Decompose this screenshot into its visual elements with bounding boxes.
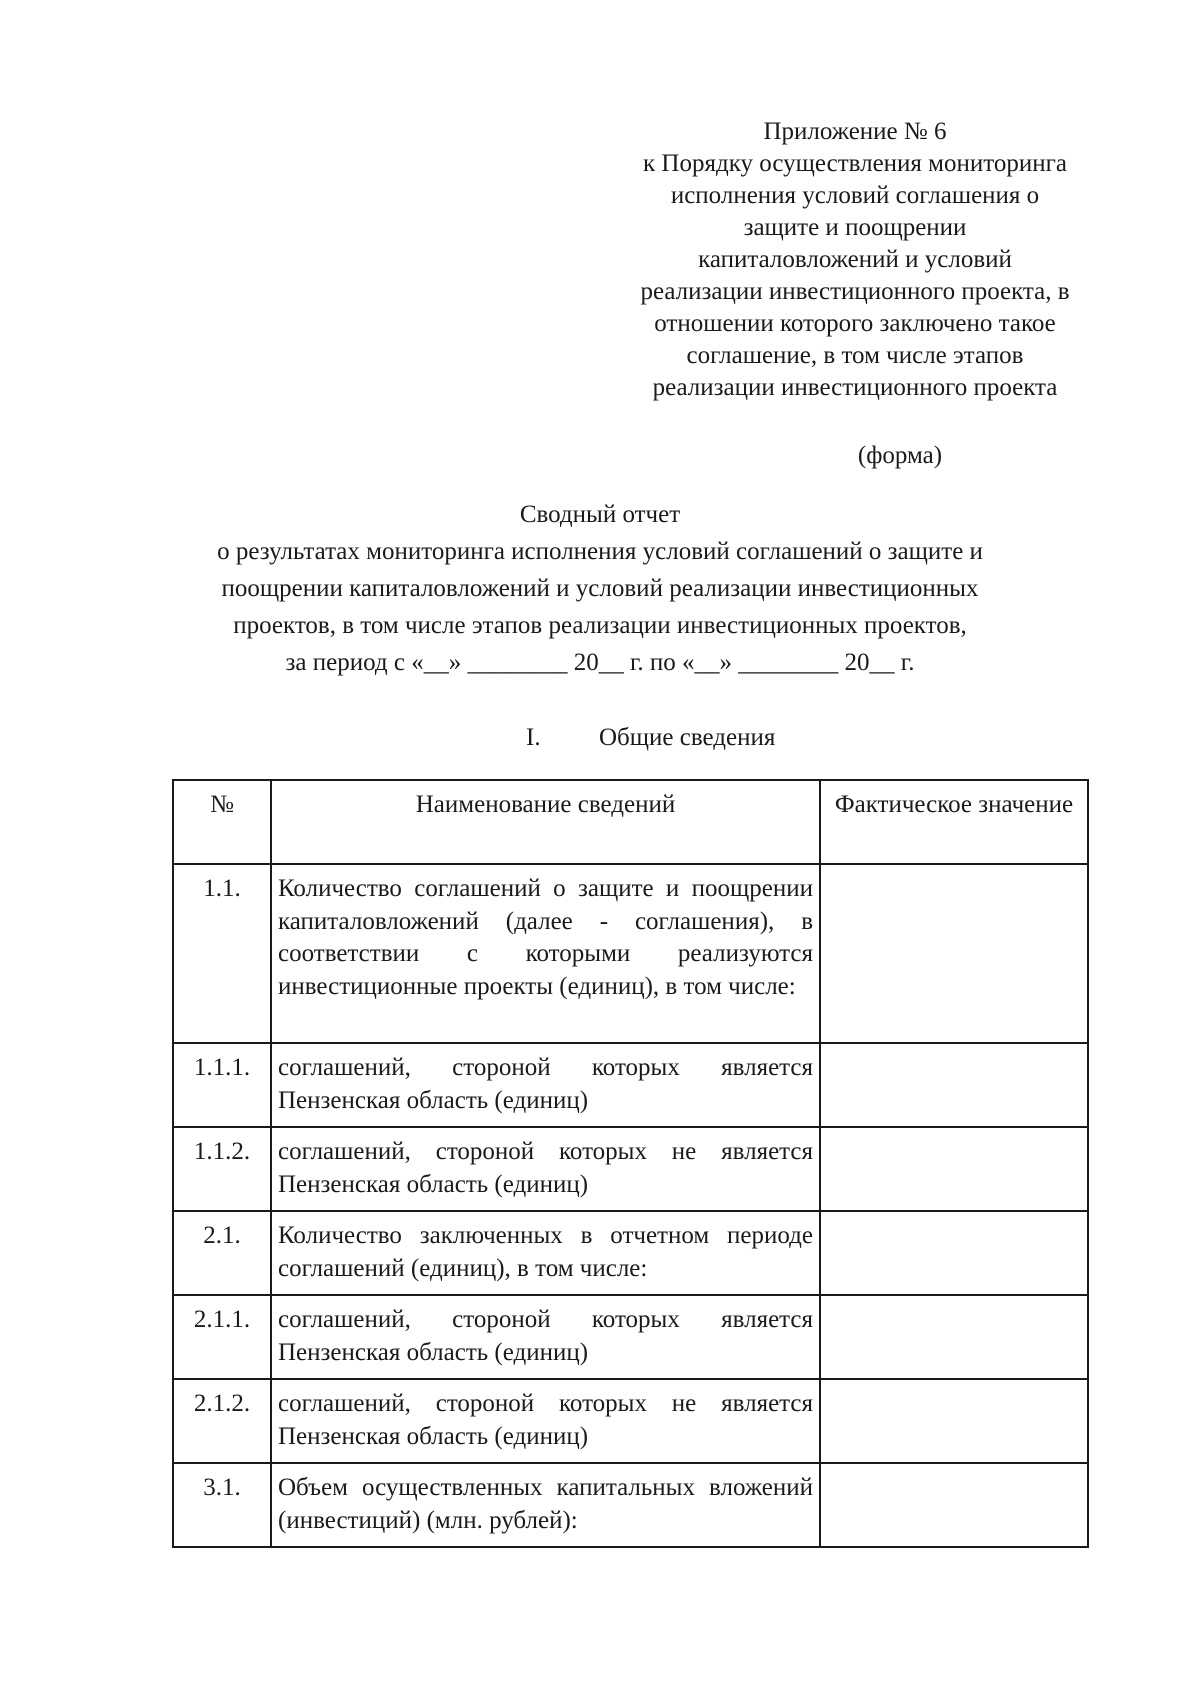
row-name: соглашений, стороной которых является Пензенская область (единиц) xyxy=(271,1295,820,1379)
row-number: 1.1.1. xyxy=(173,1043,271,1127)
report-title-block xyxy=(150,496,1050,681)
header-name: Наименование сведений xyxy=(271,780,820,864)
table-row xyxy=(173,1127,1088,1211)
report-period-line: за период с «__» ________ 20__ г. по «__» ________ 20__ г. xyxy=(285,649,915,676)
row-value-cell[interactable] xyxy=(820,1379,1088,1463)
row-name: Количество соглашений о защите и поощрении капиталовложений (далее - соглашения), в соответствии с которыми реализуются инвестиционные проекты (единиц), в том числе: xyxy=(271,864,820,1043)
table-row xyxy=(173,864,1088,1043)
appendix-line: соглашение, в том числе этапов xyxy=(686,342,1024,369)
row-number: 3.1. xyxy=(173,1463,271,1547)
row-value-cell[interactable] xyxy=(820,1463,1088,1547)
row-value-cell[interactable] xyxy=(820,1043,1088,1127)
table-row xyxy=(173,1379,1088,1463)
report-subtitle-line: проектов, в том числе этапов реализации инвестиционных проектов, xyxy=(233,612,967,639)
row-value-cell[interactable] xyxy=(820,1211,1088,1295)
table-row xyxy=(173,1211,1088,1295)
row-name: Объем осуществленных капитальных вложений (инвестиций) (млн. рублей): xyxy=(271,1463,820,1547)
appendix-line: реализации инвестиционного проекта, в xyxy=(640,278,1070,305)
table-row xyxy=(173,1463,1088,1547)
appendix-line: исполнения условий соглашения о xyxy=(670,182,1040,209)
row-name: соглашений, стороной которых не является Пензенская область (единиц) xyxy=(271,1127,820,1211)
appendix-line: защите и поощрении xyxy=(743,214,967,241)
row-name: Количество заключенных в отчетном периоде соглашений (единиц), в том числе: xyxy=(271,1211,820,1295)
row-number: 2.1.2. xyxy=(173,1379,271,1463)
appendix-line: капиталовложений и условий xyxy=(698,246,1012,273)
table-header-row xyxy=(173,780,1088,864)
section-number: I. xyxy=(526,724,541,751)
row-value-cell[interactable] xyxy=(820,1295,1088,1379)
row-number: 1.1.2. xyxy=(173,1127,271,1211)
report-subtitle-line: поощрении капиталовложений и условий реализации инвестиционных xyxy=(221,575,979,602)
general-info-table xyxy=(172,779,1089,1548)
form-label: (форма) xyxy=(857,442,943,469)
row-value-cell[interactable] xyxy=(820,1127,1088,1211)
section-title: Общие сведения xyxy=(599,724,776,751)
appendix-heading xyxy=(620,116,1090,404)
section-heading xyxy=(0,722,1200,754)
row-number: 2.1. xyxy=(173,1211,271,1295)
appendix-line: отношении которого заключено такое xyxy=(654,310,1056,337)
appendix-line: к Порядку осуществления мониторинга xyxy=(643,150,1067,177)
row-name: соглашений, стороной которых не является Пензенская область (единиц) xyxy=(271,1379,820,1463)
appendix-line: реализации инвестиционного проекта xyxy=(652,374,1058,401)
report-subtitle-line: о результатах мониторинга исполнения условий соглашений о защите и xyxy=(217,538,983,565)
header-value: Фактическое значение xyxy=(820,780,1088,864)
table-row xyxy=(173,1043,1088,1127)
header-num: № xyxy=(173,780,271,864)
row-name: соглашений, стороной которых является Пензенская область (единиц) xyxy=(271,1043,820,1127)
table-row xyxy=(173,1295,1088,1379)
row-value-cell[interactable] xyxy=(820,864,1088,1043)
report-title: Сводный отчет xyxy=(519,501,681,528)
appendix-line: Приложение № 6 xyxy=(763,118,947,145)
row-number: 2.1.1. xyxy=(173,1295,271,1379)
row-number: 1.1. xyxy=(173,864,271,1043)
